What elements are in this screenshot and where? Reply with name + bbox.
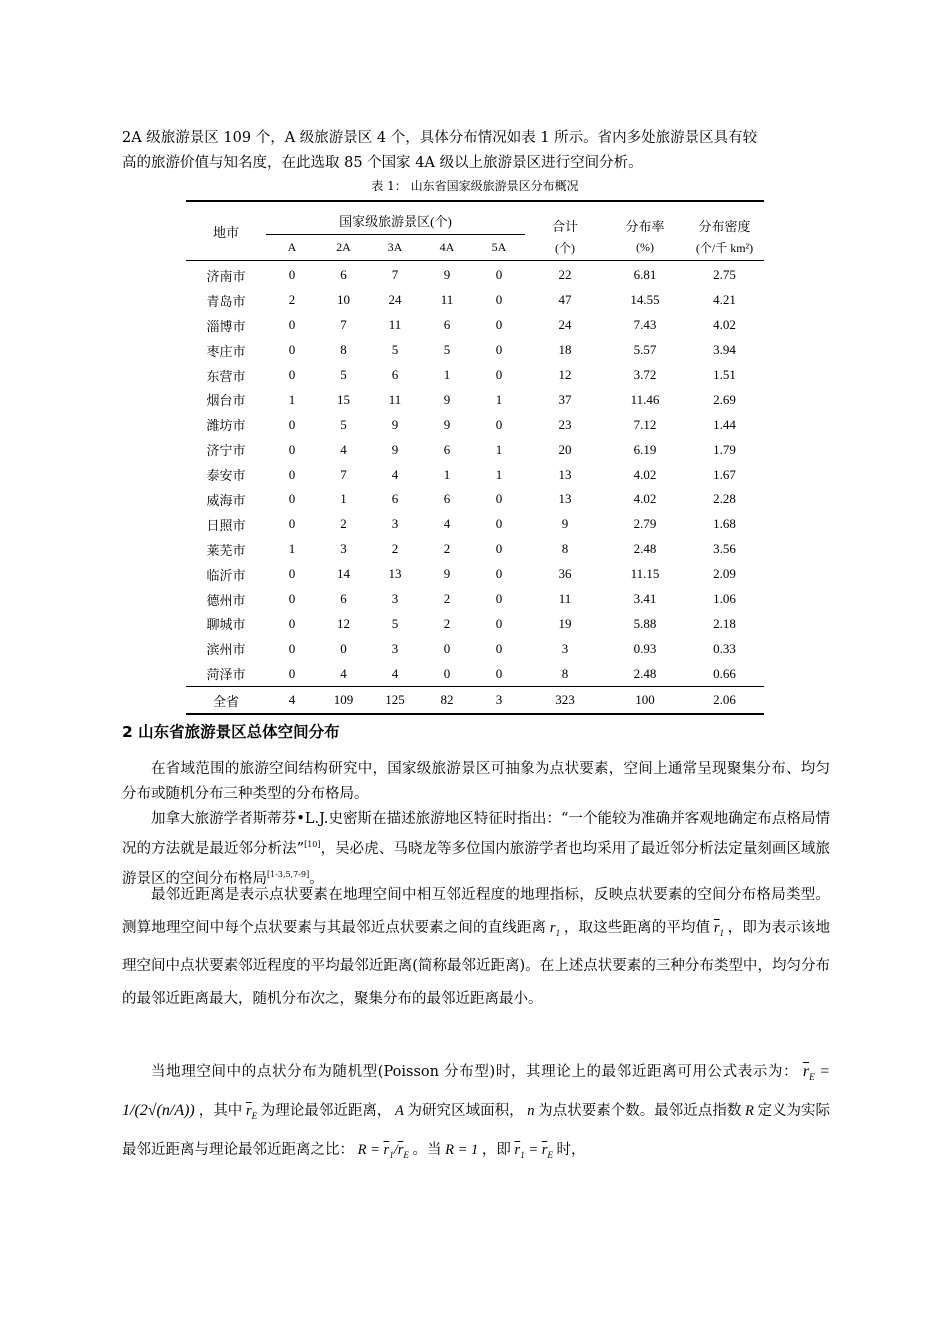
value-cell: 4 [391,665,399,681]
value-cell: 4 [340,665,347,681]
total-value-cell: 4 [266,687,318,715]
value-cell: 0 [495,591,503,607]
p3-text-b: ，取这些距离的平均值 [563,920,711,936]
total-label-cell: 全省 [186,687,266,715]
value-cell: 2.28 [713,491,736,507]
table-total-row [186,687,764,715]
value-cell: 0 [495,342,503,358]
value-cell: 0 [288,640,296,656]
value-cell: 7.43 [633,317,657,333]
value-cell: 5 [391,342,399,358]
citation-multi: [1-3,5,7-9] [267,869,310,879]
value-cell: 0 [288,441,296,457]
value-cell: 1 [340,491,347,507]
value-cell: 1 [495,441,503,457]
value-cell: 9 [391,416,399,432]
value-cell: 0 [340,640,347,656]
table-header-row-2 [186,235,764,261]
value-cell: 4 [340,441,347,457]
value-cell: 0 [495,566,503,582]
total-value-cell: 82 [421,687,473,715]
value-cell: 14 [337,566,350,582]
value-cell: 5.57 [633,342,657,358]
header-total-unit: (个) [525,235,605,261]
value-cell: 11 [440,292,454,308]
total-value-cell: 323 [525,687,605,715]
value-cell: 3 [391,516,399,532]
city-cell: 东营市 [206,368,246,384]
city-cell: 淄博市 [206,318,246,334]
table-row [186,313,764,338]
table-row [186,487,764,512]
value-cell: 4.02 [633,466,657,482]
p3-text-c: ，即为表示该地理空间中点状要素邻近程度的平均最邻近距离(简称最邻近距离)。在上述点状要素的三种分布类型中，均匀分布的最邻近距离最大，随机分布次之，聚集分布的最邻近距离最小。 [122,920,831,1007]
city-cell: 滨州市 [206,642,246,658]
value-cell: 3.56 [713,541,736,557]
value-cell: 37 [558,391,572,407]
value-cell: 1 [443,466,451,482]
header-rate-unit: (%) [605,235,685,261]
formula-r1-bar: $\overline{r}_1$ [713,920,725,938]
value-cell: 0 [288,342,296,358]
value-cell: 0 [288,491,296,507]
value-cell: 8 [561,665,569,681]
total-value-cell: 3 [473,687,525,715]
value-cell: 6 [443,441,451,457]
value-cell: 1 [288,541,296,557]
value-cell: 23 [558,416,572,432]
table-row [186,537,764,562]
header-group: 国家级旅游景区(个) [266,201,525,235]
header-level-a: A [266,235,318,261]
value-cell: 0.33 [713,640,736,656]
formula-re: $\overline{r}_E$ [245,1103,258,1122]
value-cell: 36 [558,566,572,582]
value-cell: 4.21 [713,292,736,308]
value-cell: 2 [340,516,347,532]
city-cell: 青岛市 [206,293,246,309]
section-heading: 2 山东省旅游景区总体空间分布 [122,723,340,741]
value-cell: 6 [391,367,399,382]
value-cell: 19 [558,615,572,631]
p4-text-g: 。当 [412,1142,442,1159]
p4-text-e: 为点状要素个数。最邻近点指数 [538,1103,742,1120]
value-cell: 13 [558,466,572,482]
value-cell: 10 [337,292,350,308]
formula-re-definition: $\overline{r}_E = 1/(2√(n/A))$ [122,1063,831,1120]
value-cell: 9 [561,516,569,532]
value-cell: 13 [388,566,402,582]
value-cell: 5.88 [633,615,657,631]
value-cell: 11.15 [630,566,660,582]
p4-text-f: 定义为实际最邻近距离与理论最邻近距离之比： [122,1103,831,1159]
header-level-3a: 3A [369,235,421,261]
value-cell: 13 [558,491,572,507]
city-cell: 济南市 [206,268,246,284]
header-rate: 分布率 [605,201,685,235]
formula-a: A [391,1103,408,1120]
formula-r1-equals-re: $\overline{r}_1 = \overline{r}_E$ [514,1142,553,1160]
value-cell: 2.48 [633,541,657,557]
total-value-cell: 100 [605,687,685,715]
value-cell: 2.18 [713,615,736,631]
table-body [186,261,764,715]
section-paragraph-4 [122,1055,830,1172]
city-cell: 德州市 [206,592,246,608]
value-cell: 0 [495,541,503,557]
value-cell: 3.41 [633,591,657,607]
city-cell: 济宁市 [206,443,246,459]
value-cell: 1.44 [713,416,736,432]
value-cell: 4 [443,516,451,532]
table-row [186,462,764,487]
header-level-2a: 2A [318,235,369,261]
value-cell: 1 [443,367,451,382]
value-cell: 0 [495,516,503,532]
value-cell: 0 [288,566,296,582]
value-cell: 8 [561,541,569,557]
city-cell: 日照市 [206,517,246,533]
value-cell: 4.02 [633,491,657,507]
intro-line-2: 高的旅游价值与知名度，在此选取 85 个国家 4A 级以上旅游景区进行空间分析。 [122,155,643,171]
city-cell: 烟台市 [206,393,246,409]
value-cell: 8 [340,342,347,358]
value-cell: 2.79 [633,516,657,532]
formula-r: R [741,1103,758,1120]
value-cell: 2 [443,541,451,557]
value-cell: 2.09 [713,566,736,582]
value-cell: 6 [443,317,451,333]
value-cell: 15 [337,391,350,407]
value-cell: 7 [391,267,399,283]
value-cell: 1.51 [713,367,736,382]
city-cell: 潍坊市 [206,418,246,434]
value-cell: 2 [443,615,451,631]
value-cell: 22 [558,267,572,283]
value-cell: 5 [391,615,399,631]
value-cell: 2 [443,591,451,607]
value-cell: 1.67 [713,466,736,482]
table-row [186,611,764,636]
p2-text-a: 加拿大旅游学者斯蒂芬•L.J.史密斯在描述旅游地区特征时指出：“一个能较为准确并客观地确定布点格局情况的方法就是最近邻分析法” [122,811,830,857]
value-cell: 4.02 [713,317,736,333]
value-cell: 0 [288,466,296,482]
table-caption: 表 1： 山东省国家级旅游景区分布概况 [371,179,579,193]
table-row [186,387,764,412]
value-cell: 0 [443,665,451,681]
value-cell: 9 [391,441,399,457]
value-cell: 6.81 [633,267,657,283]
value-cell: 47 [558,292,572,308]
value-cell: 0 [288,615,296,631]
value-cell: 5 [443,342,451,358]
table-header-row-1 [186,201,764,235]
intro-line-1: 2A 级旅游景区 109 个，A 级旅游景区 4 个，具体分布情况如表 1 所示。省内多处旅游景区具有较 [122,130,758,146]
formula-r-ratio: $R = \overline{r}_1/\overline{r}_E$ [354,1142,409,1160]
value-cell: 1.68 [713,516,736,532]
header-total: 合计 [525,201,605,235]
value-cell: 0 [495,615,503,631]
table-row [186,661,764,686]
value-cell: 12 [337,615,350,631]
value-cell: 1 [495,466,503,482]
p4-text-a: 当地理空间中的点状分布为随机型(Poisson 分布型)时，其理论上的最邻近距离可用公式表示为： [151,1064,799,1080]
header-density: 分布密度 [685,201,764,235]
value-cell: 0 [495,665,503,681]
header-level-4a: 4A [421,235,473,261]
table-row [186,587,764,612]
table-row [186,363,764,388]
p2-text-b: ，吴必虎、马晓龙等多位国内旅游学者也均采用了最近邻分析法定量刻画区域旅游景区的空间分布格局 [122,840,830,887]
value-cell: 24 [558,317,572,333]
citation-10: [10] [304,840,321,849]
table-row [186,261,764,288]
value-cell: 3 [391,640,399,656]
value-cell: 3.72 [633,367,657,382]
p4-text-i: 时， [556,1142,586,1159]
scenic-area-table [186,200,764,715]
p3-text-a: 最邻近距离是表示点状要素在地理空间中相互邻近程度的地理指标，反映点状要素的空间分布格局类型。测算地理空间中每个点状要素与其最邻近点状要素之间的直线距离 [122,887,830,936]
city-cell: 泰安市 [206,468,246,484]
value-cell: 11 [558,591,572,607]
value-cell: 1.06 [713,591,736,607]
value-cell: 6 [340,267,347,283]
header-city: 地市 [186,201,266,261]
value-cell: 11.46 [630,391,660,407]
value-cell: 0 [495,491,503,507]
value-cell: 0 [288,416,296,432]
value-cell: 24 [388,292,402,308]
total-value-cell: 2.06 [685,687,764,715]
city-cell: 莱芜市 [206,542,246,558]
value-cell: 0 [288,317,296,333]
value-cell: 9 [443,416,451,432]
table-row [186,412,764,437]
value-cell: 0 [288,267,296,283]
value-cell: 3 [391,591,399,607]
value-cell: 1 [288,391,296,407]
value-cell: 14.55 [630,292,660,308]
value-cell: 7 [340,466,347,482]
city-cell: 菏泽市 [206,667,246,683]
city-cell: 聊城市 [206,617,246,633]
total-value-cell: 125 [369,687,421,715]
value-cell: 5 [340,416,347,432]
value-cell: 0 [495,317,503,333]
city-cell: 威海市 [206,492,246,508]
value-cell: 11 [388,391,402,407]
value-cell: 3.94 [713,342,736,358]
city-cell: 临沂市 [206,567,246,583]
value-cell: 0 [495,267,503,283]
value-cell: 2 [288,292,296,308]
value-cell: 0 [443,640,451,656]
city-cell: 枣庄市 [206,343,246,359]
value-cell: 3 [561,640,569,656]
p4-text-d: 为研究区域面积， [407,1103,524,1120]
value-cell: 0 [288,591,296,607]
value-cell: 0 [288,516,296,532]
value-cell: 6 [443,491,451,507]
value-cell: 0 [288,665,296,681]
value-cell: 11 [388,317,402,333]
value-cell: 6 [340,591,347,607]
value-cell: 3 [340,541,347,557]
value-cell: 20 [558,441,572,457]
value-cell: 9 [443,566,451,582]
value-cell: 4 [391,466,399,482]
value-cell: 9 [443,391,451,407]
p4-text-b: ，其中 [198,1103,243,1120]
header-density-unit: (个/千 km²) [685,235,764,261]
value-cell: 18 [558,342,572,358]
value-cell: 7 [340,317,347,333]
value-cell: 0 [495,640,503,656]
value-cell: 0 [288,367,296,382]
value-cell: 1 [495,391,503,407]
value-cell: 2.75 [713,267,736,283]
value-cell: 1.79 [713,441,736,457]
formula-n: n [523,1103,539,1120]
header-level-5a: 5A [473,235,525,261]
value-cell: 2.69 [713,391,736,407]
p4-text-c: 为理论最邻近距离， [260,1103,392,1120]
table-row [186,437,764,462]
p4-text-h: ，即 [481,1142,511,1159]
value-cell: 0 [495,292,503,308]
formula-r-equals-1: R = 1 [441,1142,482,1159]
formula-r1: $r_1$ [546,920,561,938]
section-paragraph-3 [122,879,830,1016]
table-row [186,338,764,363]
value-cell: 0.66 [713,665,736,681]
value-cell: 0 [495,367,503,382]
table-row [186,512,764,537]
section-paragraph-1: 在省域范围的旅游空间结构研究中，国家级旅游景区可抽象为点状要素，空间上通常呈现聚集分布、均匀分布或随机分布三种类型的分布格局。 [122,761,830,802]
value-cell: 7.12 [633,416,657,432]
value-cell: 2.48 [633,665,657,681]
value-cell: 6.19 [633,441,657,457]
table-row [186,562,764,587]
value-cell: 2 [391,541,399,557]
table-row [186,636,764,661]
intro-paragraph [122,126,830,176]
value-cell: 12 [558,367,572,382]
table-row [186,288,764,313]
total-value-cell: 109 [318,687,369,715]
value-cell: 0 [495,416,503,432]
value-cell: 6 [391,491,399,507]
value-cell: 0.93 [633,640,657,656]
value-cell: 5 [340,367,347,382]
value-cell: 9 [443,267,451,283]
p2-text-c: 。 [309,870,324,887]
